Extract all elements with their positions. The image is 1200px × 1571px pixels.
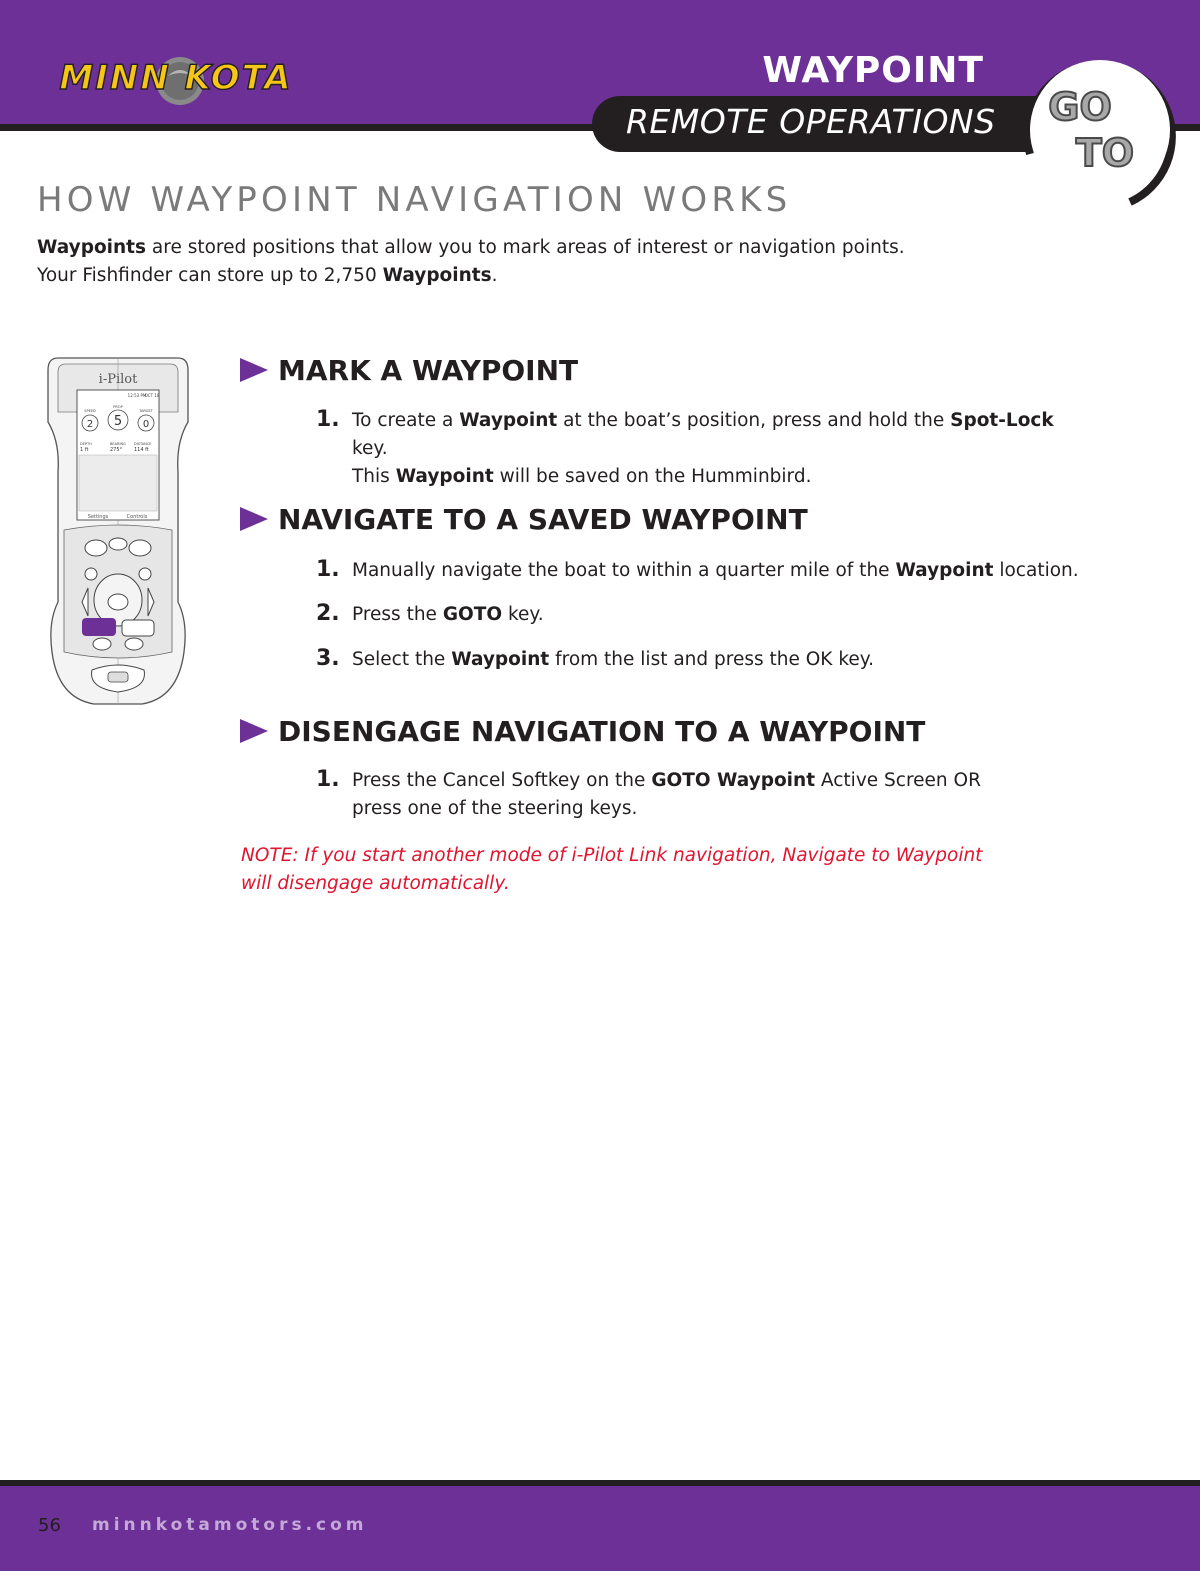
heading-mark-waypoint: MARK A WAYPOINT <box>240 354 578 387</box>
step-text: Select the Waypoint from the list and press the OK key. <box>352 649 874 670</box>
svg-text:TARGET: TARGET <box>139 409 153 413</box>
page-title: WAYPOINT <box>762 50 984 91</box>
heading-disengage-navigation: DISENGAGE NAVIGATION TO A WAYPOINT <box>240 715 925 748</box>
heading-navigate-waypoint: NAVIGATE TO A SAVED WAYPOINT <box>240 503 808 536</box>
badge-to: TO <box>1075 131 1135 175</box>
step-number: 1. <box>316 767 340 792</box>
section-heading: HOW WAYPOINT NAVIGATION WORKS <box>37 180 792 220</box>
svg-text:SPEED: SPEED <box>84 409 96 413</box>
svg-text:DISTANCE: DISTANCE <box>134 442 152 446</box>
logo-wordmark: MINN KOTA <box>59 58 293 98</box>
remote-control-illustration <box>38 352 198 712</box>
svg-text:2: 2 <box>86 419 94 430</box>
intro-line-2: Your Fishfinder can store up to 2,750 Waypoints. <box>37 265 498 286</box>
footer-url: minnkotamotors.com <box>92 1515 368 1535</box>
svg-text:OCT 18: OCT 18 <box>144 393 160 398</box>
svg-text:DEPTH: DEPTH <box>80 442 92 446</box>
step-text: To create a Waypoint at the boat’s position, press and hold the Spot-Lock key. This Waypoint will be saved on the Humminbird. <box>352 410 1054 487</box>
step-text: Press the GOTO key. <box>352 604 544 625</box>
svg-text:Controls: Controls <box>126 514 148 520</box>
triangle-bullet-icon <box>240 358 268 382</box>
minn-kota-logo <box>50 56 302 106</box>
intro-paragraph <box>37 234 1037 290</box>
step-number: 2. <box>316 601 340 626</box>
remote-brand: i-Pilot <box>98 372 138 387</box>
step-text: Manually navigate the boat to within a quarter mile of the Waypoint location. <box>352 560 1079 581</box>
triangle-bullet-icon <box>240 507 268 531</box>
triangle-bullet-icon <box>240 719 268 743</box>
step-number: 3. <box>316 646 340 671</box>
page-subtitle: REMOTE OPERATIONS <box>626 102 996 141</box>
svg-text:5: 5 <box>113 414 123 429</box>
svg-text:BEARING: BEARING <box>110 442 126 446</box>
svg-text:Settings: Settings <box>87 514 109 520</box>
svg-text:275°: 275° <box>110 447 123 453</box>
svg-text:1 ft: 1 ft <box>80 447 89 453</box>
svg-text:12:53 PM: 12:53 PM <box>127 393 147 398</box>
svg-text:0: 0 <box>142 419 150 430</box>
page-number: 56 <box>38 1515 61 1536</box>
step-text: Press the Cancel Softkey on the GOTO Waypoint Active Screen OR press one of the steering keys. <box>352 770 981 819</box>
step-number: 1. <box>316 407 340 432</box>
step-number: 1. <box>316 557 340 582</box>
goto-badge-icon <box>1010 54 1190 214</box>
intro-line-1: Waypoints are stored positions that allow you to mark areas of interest or navigation points. <box>37 237 905 258</box>
svg-text:114 ft: 114 ft <box>134 447 149 453</box>
note-text: NOTE: If you start another mode of i-Pilot Link navigation, Navigate to Waypoint will disengage automatically. <box>241 845 983 894</box>
svg-text:PROP: PROP <box>113 405 123 409</box>
badge-go: GO <box>1048 85 1112 129</box>
